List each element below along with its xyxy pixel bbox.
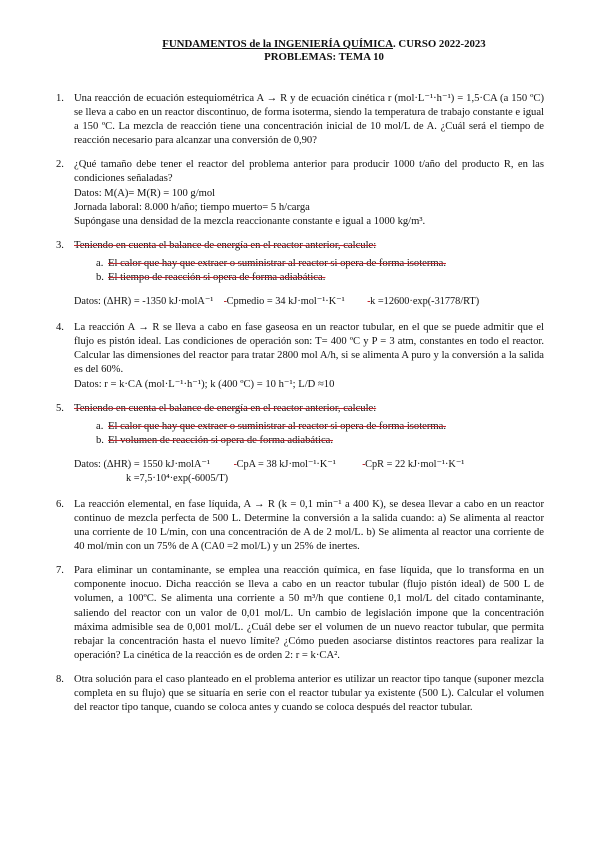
- subject-title: FUNDAMENTOS de la INGENIERÍA QUÍMICA: [162, 38, 394, 50]
- subitem-label: b.: [96, 272, 104, 284]
- data-k: k =7,5·10⁴·exp(-6005/T): [126, 472, 229, 484]
- problem-data: [74, 458, 544, 472]
- problem-8: [56, 673, 544, 715]
- problem-5: [56, 402, 544, 486]
- subitem-text: El tiempo de reacción si opera de forma adiabática.: [108, 272, 326, 284]
- subitem-label: b.: [96, 434, 104, 446]
- problem-data-line: Jornada laboral: 8.000 h/año; tiempo muerto= 5 h/carga: [74, 201, 310, 213]
- data-cpa: CpA = 38 kJ·mol⁻¹·K⁻¹: [236, 458, 336, 470]
- problem-text: Otra solución para el caso planteado en el problema anterior es utilizar un reactor tipo tanque (suponer mezcla completa en su flujo) que se situaría en serie con el reactor tubular ya existente (500 L). Calcular el volumen del reactor tipo tanque, cuando se coloca antes y cuando se coloca después del reactor tubular.: [74, 673, 544, 714]
- subitem-a: [74, 420, 544, 434]
- problem-text: Teniendo en cuenta el balance de energía en el reactor anterior, calcule:: [74, 239, 377, 251]
- data-enthalpy: Datos: (ΔHR) = 1550 kJ·molA⁻¹: [74, 458, 210, 470]
- subitem-b: [74, 434, 544, 448]
- subitem-text: El calor que hay que extraer o suministrar al reactor si opera de forma isoterma.: [108, 420, 446, 432]
- problem-text: Para eliminar un contaminante, se emplea una reacción química, en fase líquida, que lo transforma en un componente inocuo. Dicha reacción se lleva a cabo en un reactor tubular (flujo pistón ideal) de 500 L de volumen, a 100ºC. Se alimenta una corriente a 50 m³/h que contiene 0,1 mol/L del citado contaminante, saliendo del reactor con un valor de 0,01 mol/L. Un cambio de legislación impone que la concentración máxima admisible sea de 0,001 mol/L. ¿Cuál debe ser el volumen de un nuevo reactor tubular, que permita rebajar la concentración hasta el nuevo límite? ¿Cómo pueden asociarse distintos reactores para realizar la operación? La cinética de la reacción es de orden 2: r = k·CA².: [74, 565, 544, 661]
- subitem-text: El calor que hay que extraer o suministrar al reactor si opera de forma isoterma.: [108, 257, 446, 269]
- subitem-text: El volumen de reacción si opera de forma adiabática.: [108, 434, 334, 446]
- problem-number: 2.: [56, 159, 64, 171]
- problem-number: 3.: [56, 239, 64, 251]
- problems-subtitle: PROBLEMAS: TEMA 10: [264, 51, 384, 63]
- course-year: . CURSO 2022-2023: [393, 38, 486, 50]
- subitem-label: a.: [96, 420, 104, 432]
- problem-2: [56, 158, 544, 228]
- problem-data-line: Datos: M(A)= M(R) = 100 g/mol: [74, 187, 216, 199]
- problem-text: Teniendo en cuenta el balance de energía en el reactor anterior, calcule:: [74, 402, 377, 414]
- problem-number: 8.: [56, 673, 64, 685]
- problem-data-line: Datos: r = k·CA (mol·L⁻¹·h⁻¹); k (400 ºC) = 10 h⁻¹; L/D ≈10: [74, 378, 335, 390]
- problem-text: Una reacción de ecuación estequiométrica A → R y de ecuación cinética r (mol·L⁻¹·h⁻¹) = 1,5·CA (a 150 ºC) se lleva a cabo en un reactor discontinuo, de forma isoterma, siendo la temperatura de trabajo constante e igual a 150 ºC. La mezcla de reacción tiene una concentración inicial de 10 mol/L de A. ¿Cuál será el tiempo de reacción necesario para alcanzar una conversión de 0,90?: [74, 93, 544, 147]
- data-enthalpy: Datos: (ΔHR) = -1350 kJ·molA⁻¹: [74, 296, 214, 308]
- problem-number: 5.: [56, 402, 64, 414]
- data-cp: Cpmedio = 34 kJ·mol⁻¹·K⁻¹: [226, 296, 345, 308]
- problem-7: [56, 564, 544, 663]
- problem-4: [56, 321, 544, 391]
- problem-data-k: [74, 472, 544, 486]
- document-header: [104, 38, 544, 64]
- problem-3: [56, 239, 544, 309]
- subitem-b: [74, 271, 544, 285]
- subitem-label: a.: [96, 257, 104, 269]
- problem-number: 6.: [56, 498, 64, 510]
- problem-6: [56, 498, 544, 554]
- problem-number: 1.: [56, 93, 64, 104]
- data-k: k =12600·exp(-31778/RT): [370, 296, 480, 308]
- data-cpr: CpR = 22 kJ·mol⁻¹·K⁻¹: [365, 458, 465, 470]
- problem-data-line: Supóngase una densidad de la mezcla reaccionante constante e igual a 1000 kg/m³.: [74, 215, 426, 227]
- problem-number: 7.: [56, 565, 64, 577]
- subitem-a: [74, 257, 544, 271]
- problem-text: ¿Qué tamaño debe tener el reactor del problema anterior para producir 1000 t/año del producto R, en las condiciones señaladas?: [74, 159, 544, 185]
- problem-number: 4.: [56, 322, 64, 334]
- problem-data: [74, 295, 544, 309]
- problem-1: [56, 92, 544, 148]
- problem-text: La reacción A → R se lleva a cabo en fase gaseosa en un reactor tubular, en el que se puede admitir que el flujo es pistón ideal. Las condiciones de operación son: T= 400 ºC y P = 3 atm, constantes en todo el reactor. Calcular las dimensiones del reactor para tratar 2800 mol A/h, si se alimenta A puro y la conversión a la salida es del 60%.: [74, 322, 544, 376]
- problem-text: La reacción elemental, en fase líquida, A → R (k = 0,1 min⁻¹ a 400 K), se desea llevar a cabo en un reactor continuo de mezcla perfecta de 500 L. Determine la conversión a la salida cuando: a) Se alimenta al reactor una corriente de 10 L/min, con una concentración de A de 2 mol/L. b) Se alimenta al reactor una corriente de 40 mol/min con un 75% de A (CA0 =2 mol/L) y un 25% de inertes.: [74, 498, 544, 553]
- course-title: [104, 38, 544, 51]
